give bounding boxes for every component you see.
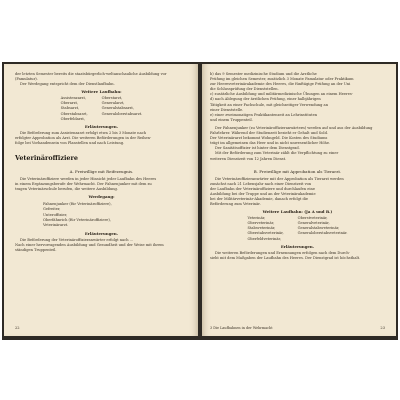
werdegang-item: Gefreiter, — [43, 207, 61, 212]
rank-item: Assistenzarzt, — [60, 96, 87, 101]
rank-item: Oberveterinär, — [247, 221, 275, 226]
rank-list — [210, 216, 385, 241]
intro-line: zur Heeresveterinärakademie des Heeres, die fünftägige Prüfung an der Uni — [210, 82, 351, 87]
rank-item: Stabsarzt, — [60, 106, 80, 111]
intro-line: c) zusätzliche Ausbildung und militärmedizinische Übungen an einem Heeres- — [210, 92, 353, 97]
rank-item: Oberstabsarzt, — [60, 111, 88, 116]
body-line: in einem Ergänzungsberufe der Wehrmacht. Der Fahnenjunker mit dem zu — [15, 182, 152, 187]
werdegang-list — [43, 202, 188, 227]
right-page — [202, 64, 396, 336]
body-line: erfolgter Approbation als Arzt. Die weiteren Beförderungen in der Reihen- — [15, 135, 152, 140]
rank-column-2 — [298, 216, 348, 241]
intro-line: e) einer zweimonatigen Praktikantenzeit an Lehrinstituten — [210, 112, 318, 117]
intro-line: (Famulatur). — [15, 77, 38, 82]
body-line: Der Veterinärarzt bekommt Wohngeld. Die Kosten des Studiums — [210, 136, 328, 141]
werdegang-heading: Werdegang: — [88, 194, 115, 200]
body-line: bei der Militärveterinär-Akademie, danach erfolgt die — [210, 196, 309, 201]
body-line: zunächst nach 21 Lebensjahr nach einer Dienstzeit von — [210, 181, 312, 186]
page-number: 23 — [380, 326, 385, 330]
intro-line: einer Dienststelle. — [210, 107, 244, 112]
rank-item: Generaloberstabsarzt. — [101, 111, 143, 116]
rank-item: Oberstarzt, — [101, 96, 123, 101]
rank-item: Veterinär, — [247, 216, 266, 221]
rank-item: Stabsveterinär, — [247, 226, 276, 231]
intro-line: d) nach Ablegung der ärztlichen Prüfung, einer halbjährigen — [210, 97, 321, 102]
open-book — [2, 62, 398, 340]
body-line: Die Beförderung zum Assistenzarzt erfolgt etwa 2 bis 3 Monate nach — [20, 130, 147, 135]
body-line: tragen Veterinärschule berufen, die weitere Ausbildung. — [15, 187, 118, 192]
body-line: Ausbildung bei der Truppe und an der Veterinärakademie — [210, 191, 316, 196]
erlaeuterungen-heading: Erläuterungen. — [280, 243, 315, 249]
intro-line: der letzten Semester bereits die staatsbürgerlich-weltanschauliche Ausbildung vor — [15, 72, 167, 76]
rank-item: Generaloberstabsveterinär. — [297, 231, 348, 236]
intro-line: die Schlussprüfung der Dienststellen. — [210, 87, 279, 92]
rank-column-1 — [247, 216, 283, 241]
section-a-heading: A. Freiwillige mit Reifezeugnis. — [69, 169, 134, 175]
body-line: weiteren Dienstzeit von 12 Jahren Dienst. — [210, 156, 287, 161]
rank-item: Generalstabsarzt, — [101, 106, 135, 111]
page-number: 22 — [15, 326, 20, 330]
page-footer: 3 Die Laufbahnen in der Wehrmacht — [210, 326, 273, 330]
body-line: ständigen Truppenteil. — [15, 247, 57, 252]
intro-line: b) das 9 Semester medizinische Studium und die Arztliche — [210, 72, 317, 76]
section-b-heading: B. Freiwillige mit Approbation als Tierarzt. — [253, 168, 342, 174]
body-line: Nach einer hervorragenden Ausbildung und Gesundheit und der Weise mit ihrem — [15, 242, 164, 247]
body-line: der Laufbahn der Veterinäroffiziere und durchlaufen eine — [210, 186, 315, 191]
body-line: Beförderung zum Veterinär. — [210, 202, 261, 207]
laufbahn-heading: Weitere Laufbahn: (Ja A und B.) — [262, 209, 333, 215]
rank-list — [15, 96, 188, 121]
section-heading: Veterinäroffiziere — [15, 154, 78, 163]
body-line: Der Fahnenjunker (zu Veterinäroffizieranwärtern) werden auf und aus der Ausbildung — [215, 125, 373, 130]
rank-item: Generalstabsveterinär, — [297, 226, 340, 231]
rank-column-2 — [102, 96, 143, 121]
body-line: sieht mit dem Maßgaben der Laufbahn des Heeres. Der Dienstgrad ist höchsthalt. — [210, 255, 361, 260]
body-line: trägt im allgemeinen das Heer und in nicht unwesentlicher Höhe. — [210, 141, 331, 146]
laufbahn-heading: Weitere Laufbahn: — [81, 89, 122, 95]
intro-line: und einem Truppenteil. — [210, 117, 253, 122]
rank-item: Oberarzt, — [60, 101, 79, 106]
rank-item: Oberfeldveterinär, — [247, 236, 281, 241]
erlaeuterungen-heading: Erläuterungen. — [84, 123, 119, 129]
body-line: folge bei Vorhandensein von Planstellen und nach Leistung. — [15, 140, 125, 145]
body-line: Der Sanitätsoffizier ist hinter dem Dienstgrad. — [215, 146, 300, 151]
body-line: Fahrlehrer. Während der Studienzeit bezieht er Gehalt und Sold. — [210, 131, 329, 136]
body-line: Mit der Beförderung zum Veterinär zählt die Verpflichtung zu einer — [215, 151, 339, 156]
werdegang-item: Unteroffizier, — [43, 212, 68, 217]
intro-line: Der Werdegang entspricht dem der Dienstlaufbahn. — [20, 82, 115, 87]
rank-item: Oberstabsveterinär, — [247, 231, 284, 236]
body-line: Die weiteren Beförderungen und Ernennungen erfolgen nach dem Durch- — [215, 250, 350, 255]
werdegang-item: Oberfähnrich (für Veterinäroffiziere), — [43, 217, 111, 222]
rank-item: Generalveterinär, — [297, 221, 330, 226]
intro-line: Prüfung im gleichen Semester, zusätzlich 3 Monate Famulatur oder Praktikum — [210, 77, 354, 82]
erlaeuterungen-heading: Erläuterungen. — [84, 230, 119, 236]
left-page — [4, 64, 198, 336]
rank-item: Oberfeldarzt, — [60, 116, 85, 121]
rank-column-1 — [61, 96, 88, 121]
werdegang-item: Fahnenjunker (für Veterinäroffiziere), — [43, 202, 112, 207]
body-line: Die Veterinäroffiziere werden in jeder Hinsicht jeder Laufbahn des Heeres — [20, 177, 157, 182]
body-line: Die Beförderung der Veterinäroffizieranwärter erfolgt nach ... — [20, 237, 134, 242]
body-line: Die Veterinäroffizieranwärter mit der Approbation als Tierarzt werden — [215, 176, 344, 181]
werdegang-item: Veterinärarzt. — [43, 222, 69, 227]
rank-item: Generalarzt, — [101, 101, 125, 106]
rank-item: Oberstveterinär, — [297, 216, 328, 221]
intro-line: Tätigkeit an einer Fachschule, mit gleichzeitiger Verwendung an — [210, 102, 329, 107]
